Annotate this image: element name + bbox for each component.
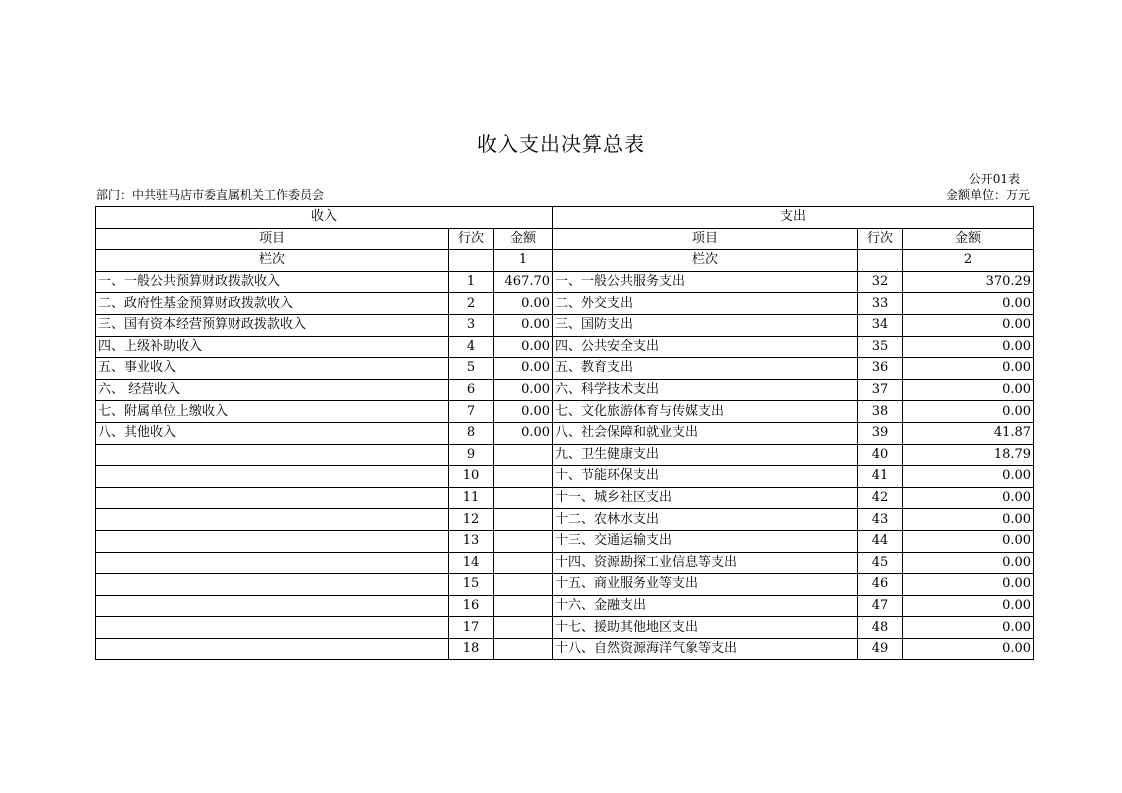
expense-item-cell: 十六、金融支出 [553,595,858,617]
table-row [96,552,1034,574]
table-row [96,271,1034,293]
income-amount-cell: 0.00 [494,379,553,401]
income-item-cell [96,530,449,552]
expense-row-no-cell: 38 [858,401,903,423]
table-row [96,314,1034,336]
expense-item-cell: 三、国防支出 [553,314,858,336]
income-row-no-cell: 6 [449,379,494,401]
income-amount-cell: 0.00 [494,314,553,336]
income-item-cell [96,487,449,509]
table-row [96,574,1034,596]
unit-label: 金额单位：万元 [945,188,1030,202]
table-row [96,401,1034,423]
expense-amount-header: 金额 [903,228,1034,250]
expense-item-cell: 四、公共安全支出 [553,336,858,358]
expense-item-header: 项目 [553,228,858,250]
income-row-no-cell: 18 [449,638,494,660]
expense-amount-cell: 0.00 [903,530,1034,552]
expense-amount-cell: 41.87 [903,422,1034,444]
income-item-cell [96,509,449,531]
expense-row-no-cell: 42 [858,487,903,509]
column-number-row [96,250,1034,272]
income-header: 收入 [96,207,553,229]
income-item-cell [96,552,449,574]
table-row [96,595,1034,617]
income-row-no-cell: 11 [449,487,494,509]
table-row [96,466,1034,488]
income-amount-cell [494,509,553,531]
income-amount-cell [494,617,553,639]
income-item-cell [96,466,449,488]
expense-item-cell: 十三、交通运输支出 [553,530,858,552]
income-row-no-cell: 16 [449,595,494,617]
expense-row-no-cell: 46 [858,574,903,596]
expense-item-cell: 二、外交支出 [553,293,858,315]
table-row [96,638,1034,660]
expense-row-no-cell: 39 [858,422,903,444]
expense-item-cell: 十五、商业服务业等支出 [553,574,858,596]
table-row [96,422,1034,444]
income-amount-cell: 0.00 [494,293,553,315]
income-amount-cell [494,574,553,596]
income-item-cell [96,617,449,639]
income-column-number: 1 [494,250,553,272]
expense-column-number: 2 [903,250,1034,272]
income-item-cell [96,444,449,466]
expense-amount-cell: 0.00 [903,358,1034,380]
income-row-no-cell: 12 [449,509,494,531]
expense-item-cell: 七、文化旅游体育与传媒支出 [553,401,858,423]
income-amount-cell [494,638,553,660]
income-row-no-cell: 14 [449,552,494,574]
expense-row-no-cell: 37 [858,379,903,401]
expense-amount-cell: 0.00 [903,552,1034,574]
expense-amount-cell: 0.00 [903,314,1034,336]
expense-row-no-cell: 33 [858,293,903,315]
income-amount-cell [494,444,553,466]
income-row-no-cell: 3 [449,314,494,336]
expense-column-label: 栏次 [553,250,858,272]
table-row [96,487,1034,509]
expense-item-cell: 一、一般公共服务支出 [553,271,858,293]
income-row-no-header: 行次 [449,228,494,250]
expense-amount-cell: 370.29 [903,271,1034,293]
department-label: 部门：中共驻马店市委直属机关工作委员会 [96,188,325,202]
expense-row-no-cell: 36 [858,358,903,380]
table-row [96,379,1034,401]
income-row-no-cell: 9 [449,444,494,466]
income-row-no-cell: 5 [449,358,494,380]
income-item-cell: 七、附属单位上缴收入 [96,401,449,423]
expense-row-no-cell: 44 [858,530,903,552]
income-row-no-cell: 7 [449,401,494,423]
expense-item-cell: 十一、城乡社区支出 [553,487,858,509]
expense-row-no-cell: 43 [858,509,903,531]
income-row-no-cell: 15 [449,574,494,596]
income-item-cell: 二、政府性基金预算财政拨款收入 [96,293,449,315]
expense-header: 支出 [553,207,1034,229]
expense-amount-cell: 0.00 [903,487,1034,509]
table-row [96,617,1034,639]
expense-row-no-cell: 41 [858,466,903,488]
expense-row-no-cell: 40 [858,444,903,466]
expense-amount-cell: 0.00 [903,595,1034,617]
income-item-cell [96,595,449,617]
income-amount-cell: 0.00 [494,336,553,358]
income-amount-cell: 0.00 [494,358,553,380]
income-row-no-cell: 10 [449,466,494,488]
expense-row-no-cell: 35 [858,336,903,358]
expense-row-no-cell: 34 [858,314,903,336]
income-item-cell: 一、一般公共预算财政拨款收入 [96,271,449,293]
expense-item-cell: 九、卫生健康支出 [553,444,858,466]
expense-amount-cell: 0.00 [903,401,1034,423]
expense-item-cell: 十、节能环保支出 [553,466,858,488]
income-row-no-cell: 2 [449,293,494,315]
table-row [96,358,1034,380]
income-amount-cell: 0.00 [494,401,553,423]
income-item-cell: 五、事业收入 [96,358,449,380]
income-amount-cell [494,487,553,509]
table-row [96,509,1034,531]
budget-table [95,206,1034,660]
expense-row-no-cell: 47 [858,595,903,617]
income-amount-header: 金额 [494,228,553,250]
income-amount-cell [494,552,553,574]
income-amount-cell [494,530,553,552]
expense-row-no-header: 行次 [858,228,903,250]
expense-amount-cell: 0.00 [903,293,1034,315]
table-row [96,336,1034,358]
column-header-row [96,228,1034,250]
expense-amount-cell: 0.00 [903,509,1034,531]
income-amount-cell: 467.70 [494,271,553,293]
income-item-cell: 六、 经营收入 [96,379,449,401]
expense-row-no-cell: 32 [858,271,903,293]
section-header-row [96,207,1034,229]
expense-amount-cell: 0.00 [903,336,1034,358]
income-blank-cell [449,250,494,272]
income-item-cell: 八、其他收入 [96,422,449,444]
income-amount-cell [494,466,553,488]
income-item-cell: 三、国有资本经营预算财政拨款收入 [96,314,449,336]
income-item-header: 项目 [96,228,449,250]
expense-amount-cell: 0.00 [903,617,1034,639]
income-item-cell [96,638,449,660]
expense-row-no-cell: 49 [858,638,903,660]
table-row [96,293,1034,315]
expense-amount-cell: 0.00 [903,379,1034,401]
expense-row-no-cell: 48 [858,617,903,639]
expense-row-no-cell: 45 [858,552,903,574]
income-amount-cell: 0.00 [494,422,553,444]
income-amount-cell [494,595,553,617]
expense-amount-cell: 18.79 [903,444,1034,466]
expense-item-cell: 八、社会保障和就业支出 [553,422,858,444]
expense-item-cell: 十二、农林水支出 [553,509,858,531]
income-row-no-cell: 13 [449,530,494,552]
income-row-no-cell: 1 [449,271,494,293]
income-row-no-cell: 4 [449,336,494,358]
expense-item-cell: 十七、援助其他地区支出 [553,617,858,639]
expense-item-cell: 十四、资源勘探工业信息等支出 [553,552,858,574]
expense-item-cell: 六、科学技术支出 [553,379,858,401]
expense-amount-cell: 0.00 [903,638,1034,660]
expense-amount-cell: 0.00 [903,574,1034,596]
table-row [96,444,1034,466]
income-row-no-cell: 8 [449,422,494,444]
expense-amount-cell: 0.00 [903,466,1034,488]
expense-item-cell: 五、教育支出 [553,358,858,380]
income-row-no-cell: 17 [449,617,494,639]
expense-blank-cell [858,250,903,272]
expense-item-cell: 十八、自然资源海洋气象等支出 [553,638,858,660]
form-code: 公开01表 [968,172,1020,186]
income-item-cell [96,574,449,596]
table-row [96,530,1034,552]
page-title: 收入支出决算总表 [477,132,645,156]
income-column-label: 栏次 [96,250,449,272]
income-item-cell: 四、上级补助收入 [96,336,449,358]
